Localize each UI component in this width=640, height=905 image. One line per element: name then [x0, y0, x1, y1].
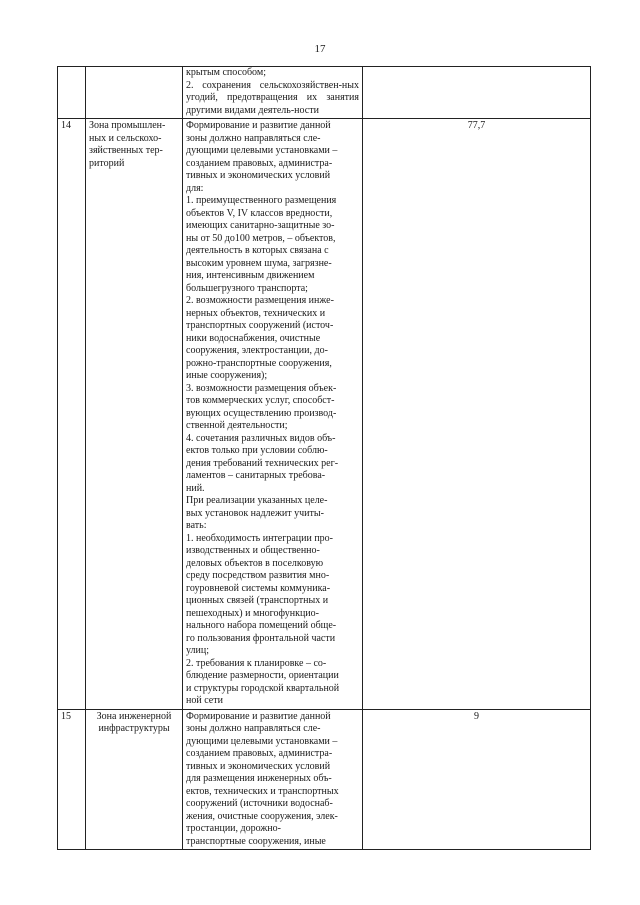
- zone-description-cell: [183, 67, 363, 119]
- table-row: [58, 67, 591, 119]
- zone-description-cell: [183, 119, 363, 710]
- zone-name-cell: Зона инженерной инфраструктуры: [86, 709, 183, 850]
- row-number-cell: [58, 67, 86, 119]
- table-row: [58, 709, 591, 850]
- zone-description-text: крытым способом; 2. сохранения сельскохозяйствен-ных угодий, предотвращения их занятия другими видами деятель-ности: [186, 67, 359, 116]
- zone-area-cell: 77,7: [363, 119, 591, 710]
- row-number-cell: 15: [58, 709, 86, 850]
- zone-description-cell: [183, 709, 363, 850]
- zone-area-cell: [363, 67, 591, 119]
- zone-description-text: Формирование и развитие данной зоны должно направляться сле- дующими целевыми установками – созданием правовых, администра- тивных и экономических условий для: 1. преимущественного размещения объектов V, IV классов вредности, имеющих санитарно-защитные зо- ны от 50 до100 метров, – объектов, деятельность в которых связана с высоким уровнем шума, загрязне- ния, интенсивным движением большегрузного транспорта; 2. возможности размещения инже- нерных объектов, технических и транспортных сооружений (источ- ники водоснабжения, очистные сооружения, электростанции, до- рожно-транспортные сооружения, иные сооружения); 3. возможности размещения объек- тов коммерческих услуг, способст- вующих осуществлению производ- ственной деятельности; 4. сочетания различных видов объ- ектов только при условии соблю- дения требований технических рег- ламентов – санитарных требова- ний. При реализации указанных целе- вых установок надлежит учиты- вать: 1. необходимость интеграции про- изводственных и общественно- деловых объектов в поселковую среду посредством развития мно- гоуровневой системы коммуника- ционных связей (транспортных и пешеходных) и многофункцио- нального набора помещений обще- го пользования фронтальной части улиц; 2. требования к планировке – со- блюдение размерности, ориентации и структуры городской квартальной ной сети: [186, 120, 340, 706]
- table-row: [58, 119, 591, 710]
- zone-description-text: Формирование и развитие данной зоны должно направляться сле- дующими целевыми установками – созданием правовых, администра- тивных и экономических условий для размещения инженерных объ- ектов, технических и транспортных сооружений (источники водоснаб- жения, очистные сооружения, элек- тростанции, дорожно- транспортные сооружения, иные: [186, 710, 339, 847]
- zone-name-cell: [86, 67, 183, 119]
- row-number-cell: 14: [58, 119, 86, 710]
- zone-name-cell: Зона промышлен- ных и сельскохо- зяйственных тер- риторий: [86, 119, 183, 710]
- page-number: 17: [314, 43, 326, 55]
- zone-area-cell: 9: [363, 709, 591, 850]
- zones-table: [57, 66, 591, 850]
